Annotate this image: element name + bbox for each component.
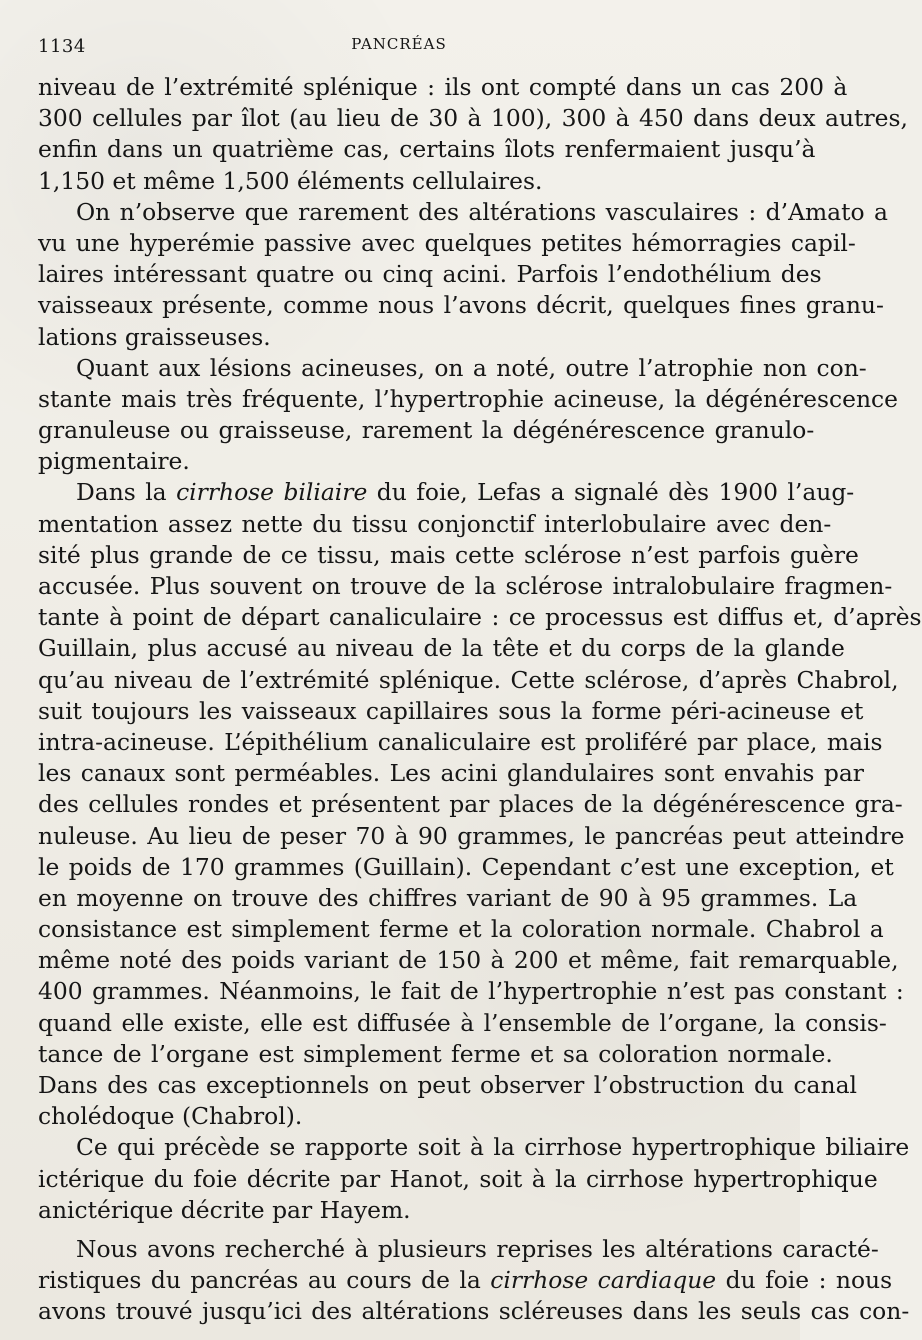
page-number: 1134 (38, 36, 86, 57)
text-line-17: accusée. Plus souvent on trouve de la sclérose intralobulaire fragmen- (38, 572, 893, 600)
text-line-25: nuleuse. Au lieu de peser 70 à 90 grammes, le pancréas peut atteindre (38, 821, 905, 850)
text-line-6: vu une hyperémie passive avec quelques petites hémorragies capil- (38, 228, 856, 257)
text-line-29: même noté des poids variant de 150 à 200 et même, fait remarquable, (38, 946, 899, 975)
text-line-15: mentation assez nette du tissu conjonctif interlobulaire avec den- (38, 509, 832, 538)
text-line-18: tante à point de départ canaliculaire : ce processus est diffus et, d’après (38, 603, 922, 632)
page-header (38, 30, 760, 58)
text-line-13: pigmentaire. (38, 447, 190, 476)
text-line-37: anictérique décrite par Hayem. (38, 1195, 411, 1224)
text-line-14 (38, 477, 855, 508)
line-39-suffix: du foie : nous (716, 1266, 893, 1295)
text-line-28: consistance est simplement ferme et la coloration normale. Chabrol a (38, 915, 884, 944)
text-line-7: laires intéressant quatre ou cinq acini. Parfois l’endothélium des (38, 260, 822, 289)
text-line-40: avons trouvé jusqu’ici des altérations scléreuses dans les seuls cas con- (38, 1297, 910, 1326)
text-line-22: intra-acineuse. L’épithélium canaliculaire est proliféré par place, mais (38, 727, 883, 756)
text-line-16: sité plus grande de ce tissu, mais cette sclérose n’est parfois guère (38, 540, 859, 569)
text-line-23: les canaux sont perméables. Les acini glandulaires sont envahis par (38, 759, 864, 788)
text-line-1: niveau de l’extrémité splénique : ils ont compté dans un cas 200 à (38, 73, 848, 101)
text-line-27: en moyenne on trouve des chiffres variant de 90 à 95 grammes. La (38, 883, 858, 912)
text-line-30: 400 grammes. Néanmoins, le fait de l’hypertrophie n’est pas constant : (38, 977, 904, 1006)
line-39-prefix: ristiques du pancréas au cours de la (38, 1266, 491, 1295)
text-line-19: Guillain, plus accusé au niveau de la tête et du corps de la glande (38, 634, 845, 663)
text-line-10: Quant aux lésions acineuses, on a noté, outre l’atrophie non con- (76, 353, 867, 382)
running-head: PANCRÉAS (351, 35, 447, 53)
text-line-12: granuleuse ou graisseuse, rarement la dégénérescence granulo- (38, 416, 815, 445)
body-text (38, 72, 922, 1328)
line-14-prefix: Dans la (76, 478, 177, 507)
text-line-20: qu’au niveau de l’extrémité splénique. Cette sclérose, d’après Chabrol, (38, 665, 899, 694)
italic-term-cardiac: cirrhose cardiaque (490, 1266, 717, 1295)
text-line-31: quand elle existe, elle est diffusée à l’ensemble de l’organe, la consis- (38, 1008, 887, 1037)
text-line-9: lations graisseuses. (38, 322, 271, 351)
text-line-5: On n’observe que rarement des altérations vasculaires : d’Amato a (76, 197, 888, 226)
text-line-24: des cellules rondes et présentent par places de la dégénérescence gra- (38, 790, 903, 819)
text-line-26: le poids de 170 grammes (Guillain). Cependant c’est une exception, et (38, 852, 894, 881)
text-line-11: stante mais très fréquente, l’hypertrophie acineuse, la dégénérescence (38, 384, 898, 413)
text-line-8: vaisseaux présente, comme nous l’avons décrit, quelques fines granu- (38, 291, 884, 320)
text-line-36: ictérique du foie décrite par Hanot, soit à la cirrhose hypertrophique (38, 1164, 878, 1193)
text-line-21: suit toujours les vaisseaux capillaires sous la forme péri-acineuse et (38, 696, 864, 725)
text-line-35: Ce qui précède se rapporte soit à la cirrhose hypertrophique biliaire (76, 1133, 910, 1162)
text-line-3: enfin dans un quatrième cas, certains îlots renfermaient jusqu’à (38, 135, 816, 164)
text-line-2: 300 cellules par îlot (au lieu de 30 à 100), 300 à 450 dans deux autres, (38, 104, 908, 133)
text-line-39 (38, 1265, 893, 1296)
text-line-4: 1,150 et même 1,500 éléments cellulaires. (38, 166, 543, 195)
text-line-34: cholédoque (Chabrol). (38, 1102, 303, 1131)
line-14-suffix: du foie, Lefas a signalé dès 1900 l’aug- (367, 478, 855, 507)
italic-term: cirrhose biliaire (176, 478, 368, 507)
text-line-33: Dans des cas exceptionnels on peut observer l’obstruction du canal (38, 1071, 857, 1099)
text-line-38: Nous avons recherché à plusieurs reprises les altérations caracté- (76, 1234, 879, 1263)
text-line-32: tance de l’organe est simplement ferme et sa coloration normale. (38, 1039, 833, 1068)
